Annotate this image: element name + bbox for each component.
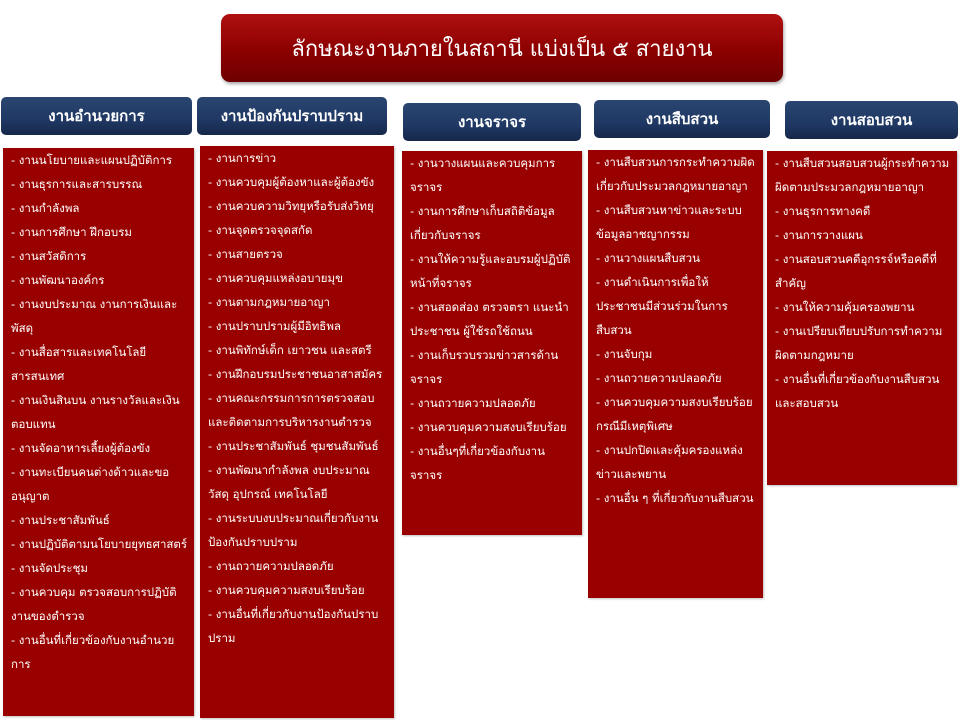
list-item: - งานระบบงบประมาณเกี่ยวกับงานป้องกันปราบปราม <box>208 511 379 549</box>
list-item: - งานประชาสัมพันธ์ ชุมชนสัมพันธ์ <box>208 439 379 453</box>
list-item: - งานปฏิบัติตามนโยบายยุทธศาสตร์ <box>11 537 188 551</box>
list-item: - งานถวายความปลอดภัย <box>208 559 334 573</box>
item-list <box>410 151 576 487</box>
list-item: - งานอื่นๆที่เกี่ยวข้องกับงานจราจร <box>410 444 545 482</box>
list-item: - งานงบประมาณ งานการเงินและพัสดุ <box>11 297 178 335</box>
list-item: - งานธุรการทางคดี <box>775 204 871 218</box>
diagram-title: ลักษณะงานภายในสถานี แบ่งเป็น ๕ สายงาน <box>221 14 783 82</box>
list-item: - งานอื่นที่เกี่ยวกับงานป้องกันปราบปราม <box>208 607 379 645</box>
item-list <box>208 146 388 650</box>
column-box-administration <box>3 148 194 716</box>
list-item: - งานการศึกษาเก็บสถิติข้อมูลเกี่ยวกับจราจร <box>410 204 555 242</box>
list-item: - งานพิทักษ์เด็ก เยาวชน และสตรี <box>208 343 372 357</box>
list-item: - งานทะเบียนคนต่างด้าวและขออนุญาต <box>11 465 170 503</box>
list-item: - งานวางแผนและควบคุมการจราจร <box>410 156 556 194</box>
column-box-inquiry <box>767 151 957 485</box>
column-box-investigation <box>588 150 763 598</box>
list-item: - งานควบคุมความสงบเรียบร้อย <box>208 583 365 597</box>
list-item: - งานควบความวิทยุหรือรับส่งวิทยุ <box>208 199 374 213</box>
column-heading-inquiry: งานสอบสวน <box>785 101 958 139</box>
list-item: - งานฝึกอบรมประชาชนอาสาสมัคร <box>208 367 383 381</box>
list-item: - งานจุดตรวจจุดสกัด <box>208 223 313 237</box>
list-item: - งานให้ความคุ้มครองพยาน <box>775 300 915 314</box>
list-item: - งานถวายความปลอดภัย <box>596 371 722 385</box>
list-item: - งานสายตรวจ <box>208 247 283 261</box>
list-item: - งานพัฒนากำลังพล งบประมาณ วัสดุ อุปกรณ์ เทคโนโลยี <box>208 463 370 501</box>
list-item: - งานการข่าว <box>208 151 277 165</box>
list-item: - งานธุรการและสารบรรณ <box>11 177 143 191</box>
list-item: - งานสืบสวนการกระทำความผิดเกี่ยวกับประมวลกฎหมายอาญา <box>596 155 755 193</box>
item-list <box>775 151 951 415</box>
list-item: - งานการวางแผน <box>775 228 863 242</box>
column-heading-administration: งานอำนวยการ <box>1 97 192 135</box>
column-heading-traffic: งานจราจร <box>403 103 581 141</box>
list-item: - งานกำลังพล <box>11 201 80 215</box>
list-item: - งานสวัสดิการ <box>11 249 87 263</box>
list-item: - งานเปรียบเทียบปรับการทำความผิดตามกฎหมาย <box>775 324 943 362</box>
item-list <box>596 150 757 510</box>
list-item: - งานเงินสินบน งานรางวัลและเงินตอบแทน <box>11 393 180 431</box>
list-item: - งานเก็บรวบรวมข่าวสารด้านจราจร <box>410 348 559 386</box>
list-item: - งานปกปิดและคุ้มครองแหล่งข่าวและพยาน <box>596 443 743 481</box>
list-item: - งานปราบปรามผู้มีอิทธิพล <box>208 319 341 333</box>
list-item: - งานจับกุม <box>596 347 653 361</box>
list-item: - งานควบคุมความสงบเรียบร้อยกรณีมีเหตุพิเศษ <box>596 395 753 433</box>
list-item: - งานสืบสวนสอบสวนผู้กระทำความผิดตามประมวลกฎหมายอาญา <box>775 156 950 194</box>
list-item: - งานจัดประชุม <box>11 561 88 575</box>
list-item: - งานดำเนินการเพื่อให้ประชาชนมีส่วนร่วมในการสืบสวน <box>596 275 728 337</box>
list-item: - งานให้ความรู้และอบรมผู้ปฏิบัติหน้าที่จราจร <box>410 252 571 290</box>
list-item: - งานคณะกรรมการการตรวจสอบและติดตามการบริหารงานตำรวจ <box>208 391 375 429</box>
list-item: - งานสืบสวนหาข่าวและระบบข้อมูลอาชญากรรม <box>596 203 742 241</box>
list-item: - งานควบคุมความสงบเรียบร้อย <box>410 420 567 434</box>
list-item: - งานสอดส่อง ตรวจตรา แนะนำประชาชน ผู้ใช้รถใช้ถนน <box>410 300 569 338</box>
list-item: - งานจัดอาหารเลี้ยงผู้ต้องขัง <box>11 441 151 455</box>
list-item: - งานประชาสัมพันธ์ <box>11 513 110 527</box>
list-item: - งานถวายความปลอดภัย <box>410 396 536 410</box>
list-item: - งานอื่น ๆ ที่เกี่ยวกับงานสืบสวน <box>596 491 754 505</box>
list-item: - งานสื่อสารและเทคโนโลยีสารสนเทศ <box>11 345 147 383</box>
column-box-traffic <box>402 151 582 535</box>
column-box-crime-prevention <box>200 146 394 718</box>
list-item: - งานการศึกษา ฝึกอบรม <box>11 225 132 239</box>
list-item: - งานควบคุม ตรวจสอบการปฏิบัติงานของตำรวจ <box>11 585 177 623</box>
list-item: - งานควบคุมแหล่งอบายมุข <box>208 271 343 285</box>
list-item: - งานควบคุมผู้ต้องหาและผู้ต้องขัง <box>208 175 375 189</box>
list-item: - งานสอบสวนคดีอุกรรจ์หรือคดีที่สำคัญ <box>775 252 937 290</box>
item-list <box>11 148 188 676</box>
list-item: - งานอื่นที่เกี่ยวข้องกับงานสืบสวนและสอบสวน <box>775 372 940 410</box>
column-heading-crime-prevention: งานป้องกันปราบปราม <box>197 97 387 135</box>
column-heading-investigation: งานสืบสวน <box>594 100 770 138</box>
list-item: - งานพัฒนาองค์กร <box>11 273 105 287</box>
list-item: - งานตามกฎหมายอาญา <box>208 295 330 309</box>
list-item: - งานนโยบายและแผนปฏิบัติการ <box>11 153 173 167</box>
list-item: - งานวางแผนสืบสวน <box>596 251 700 265</box>
list-item: - งานอื่นที่เกี่ยวข้องกับงานอำนวยการ <box>11 633 175 671</box>
